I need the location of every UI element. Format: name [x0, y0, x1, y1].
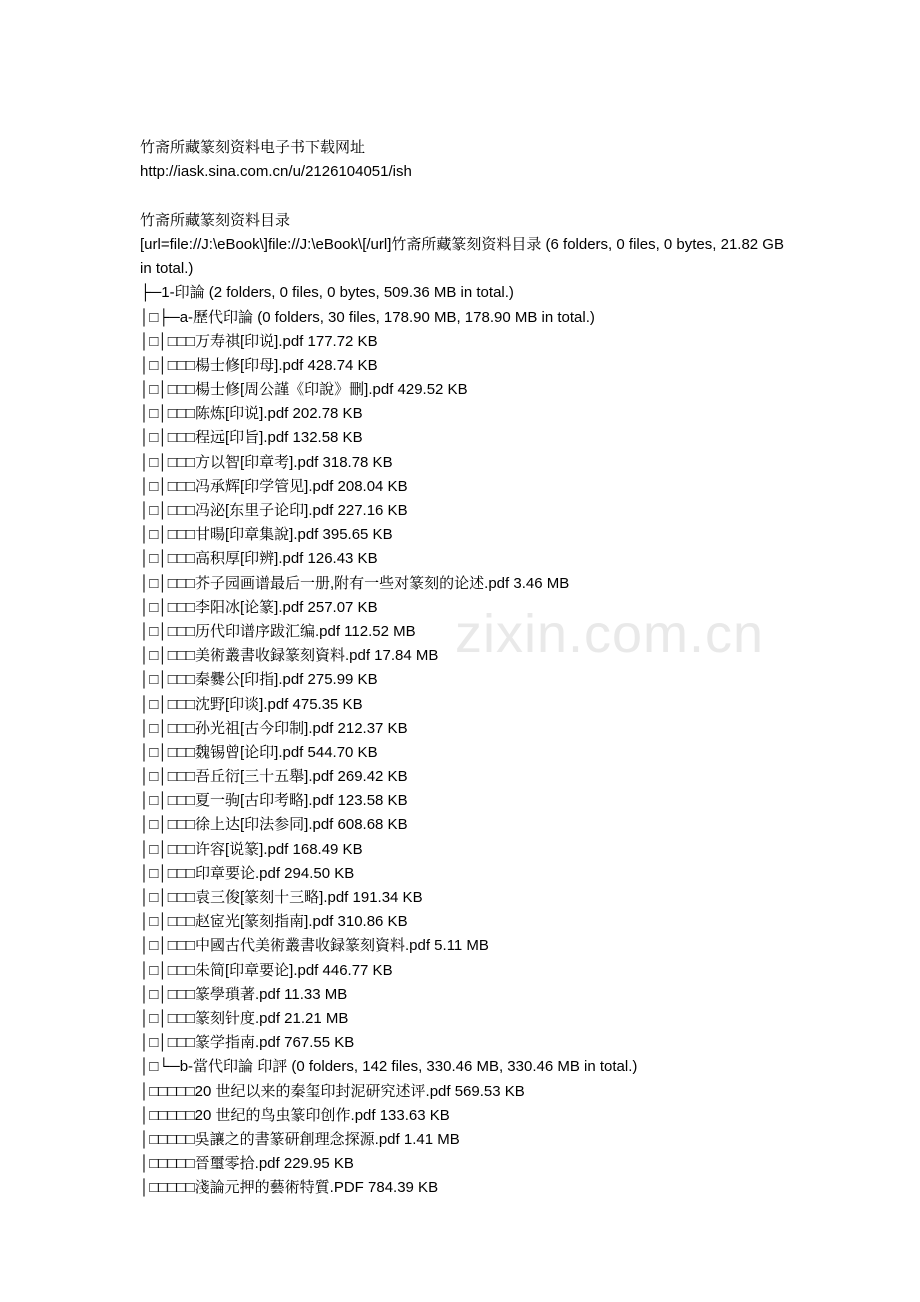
tree-entry: │□│□□□芥子园画谱最后一册,附有一些对篆刻的论述.pdf 3.46 MB [140, 574, 570, 592]
tree-entry: │□│□□□楊士修[印母].pdf 428.74 KB [140, 356, 378, 374]
tree-entry: │□│□□□冯承辉[印学管见].pdf 208.04 KB [140, 477, 408, 495]
tree-entry: │□│□□□徐上达[印法参同].pdf 608.68 KB [140, 816, 408, 834]
watermark: zixin.com.cn [455, 604, 765, 664]
download-url[interactable]: http://iask.sina.com.cn/u/2126104051/ish [140, 163, 412, 181]
tree-entry: │□│□□□中國古代美術叢書收録篆刻資料.pdf 5.11 MB [140, 937, 489, 955]
tree-entry: │□│□□□楊士修[周公謹《印說》刪].pdf 429.52 KB [140, 381, 468, 399]
tree-entry: │□│□□□甘暘[印章集說].pdf 395.65 KB [140, 526, 393, 544]
tree-entry: │□│□□□许容[说篆].pdf 168.49 KB [140, 840, 363, 858]
tree-entry: │□│□□□历代印谱序跋汇编.pdf 112.52 MB [140, 622, 416, 640]
catalog-title: 竹斋所藏篆刻资料目录 [140, 211, 291, 229]
tree-entry: │□□□□□吳讓之的書篆研創理念探源.pdf 1.41 MB [140, 1130, 460, 1148]
tree-entry: │□│□□□冯泌[东里子论印].pdf 227.16 KB [140, 502, 408, 520]
tree-entry: │□│□□□方以智[印章考].pdf 318.78 KB [140, 453, 393, 471]
tree-entry: │□│□□□魏锡曾[论印].pdf 544.70 KB [140, 743, 378, 761]
tree-entry: │□│□□□篆刻针度.pdf 21.21 MB [140, 1009, 349, 1027]
tree-entry: │□□□□□晉璽零拾.pdf 229.95 KB [140, 1155, 354, 1173]
tree-entry: │□└─b-當代印論 印評 (0 folders, 142 files, 330.46 MB, 330.46 MB in total.) [140, 1058, 638, 1076]
tree-entry: │□├─a-歷代印論 (0 folders, 30 files, 178.90 MB, 178.90 MB in total.) [140, 308, 595, 326]
tree-entry: │□│□□□朱简[印章要论].pdf 446.77 KB [140, 961, 393, 979]
document-title: 竹斋所藏篆刻资料电子书下载网址 [140, 139, 366, 157]
tree-entry: │□│□□□秦爨公[印指].pdf 275.99 KB [140, 671, 378, 689]
tree-entry: │□│□□□袁三俊[篆刻十三略].pdf 191.34 KB [140, 889, 423, 907]
tree-entry: │□│□□□孙光祖[古今印制].pdf 212.37 KB [140, 719, 408, 737]
tree-entry: │□│□□□沈野[印谈].pdf 475.35 KB [140, 695, 363, 713]
tree-entry: │□│□□□赵宧光[篆刻指南].pdf 310.86 KB [140, 913, 408, 931]
tree-entry: │□□□□□淺論元押的藝術特質.PDF 784.39 KB [140, 1179, 439, 1197]
catalog-summary: [url=file://J:\eBook\]file://J:\eBook\[/url]竹斋所藏篆刻资料目录 (6 folders, 0 files, 0 bytes, 21.82 GB in total.) [140, 235, 784, 278]
tree-entry: │□│□□□篆學瑣著.pdf 11.33 MB [140, 985, 348, 1003]
tree-entry: │□│□□□高积厚[印辨].pdf 126.43 KB [140, 550, 378, 568]
document-page [140, 112, 790, 1200]
tree-entry: ├─1-印論 (2 folders, 0 files, 0 bytes, 509.36 MB in total.) [140, 284, 514, 302]
file-tree [140, 281, 790, 1200]
tree-entry: │□□□□□20 世纪以来的秦玺印封泥研究述评.pdf 569.53 KB [140, 1082, 525, 1100]
tree-entry: │□│□□□印章要论.pdf 294.50 KB [140, 864, 355, 882]
tree-entry: │□│□□□陈炼[印说].pdf 202.78 KB [140, 405, 363, 423]
tree-entry: │□│□□□万寿祺[印说].pdf 177.72 KB [140, 332, 378, 350]
tree-entry: │□□□□□20 世纪的鸟虫篆印创作.pdf 133.63 KB [140, 1106, 450, 1124]
tree-entry: │□│□□□李阳冰[论篆].pdf 257.07 KB [140, 598, 378, 616]
tree-entry: │□│□□□美術叢書收録篆刻資料.pdf 17.84 MB [140, 647, 439, 665]
tree-entry: │□│□□□吾丘衍[三十五舉].pdf 269.42 KB [140, 768, 408, 786]
tree-entry: │□│□□□篆学指南.pdf 767.55 KB [140, 1034, 355, 1052]
tree-entry: │□│□□□夏一驹[古印考略].pdf 123.58 KB [140, 792, 408, 810]
tree-entry: │□│□□□程远[印旨].pdf 132.58 KB [140, 429, 363, 447]
